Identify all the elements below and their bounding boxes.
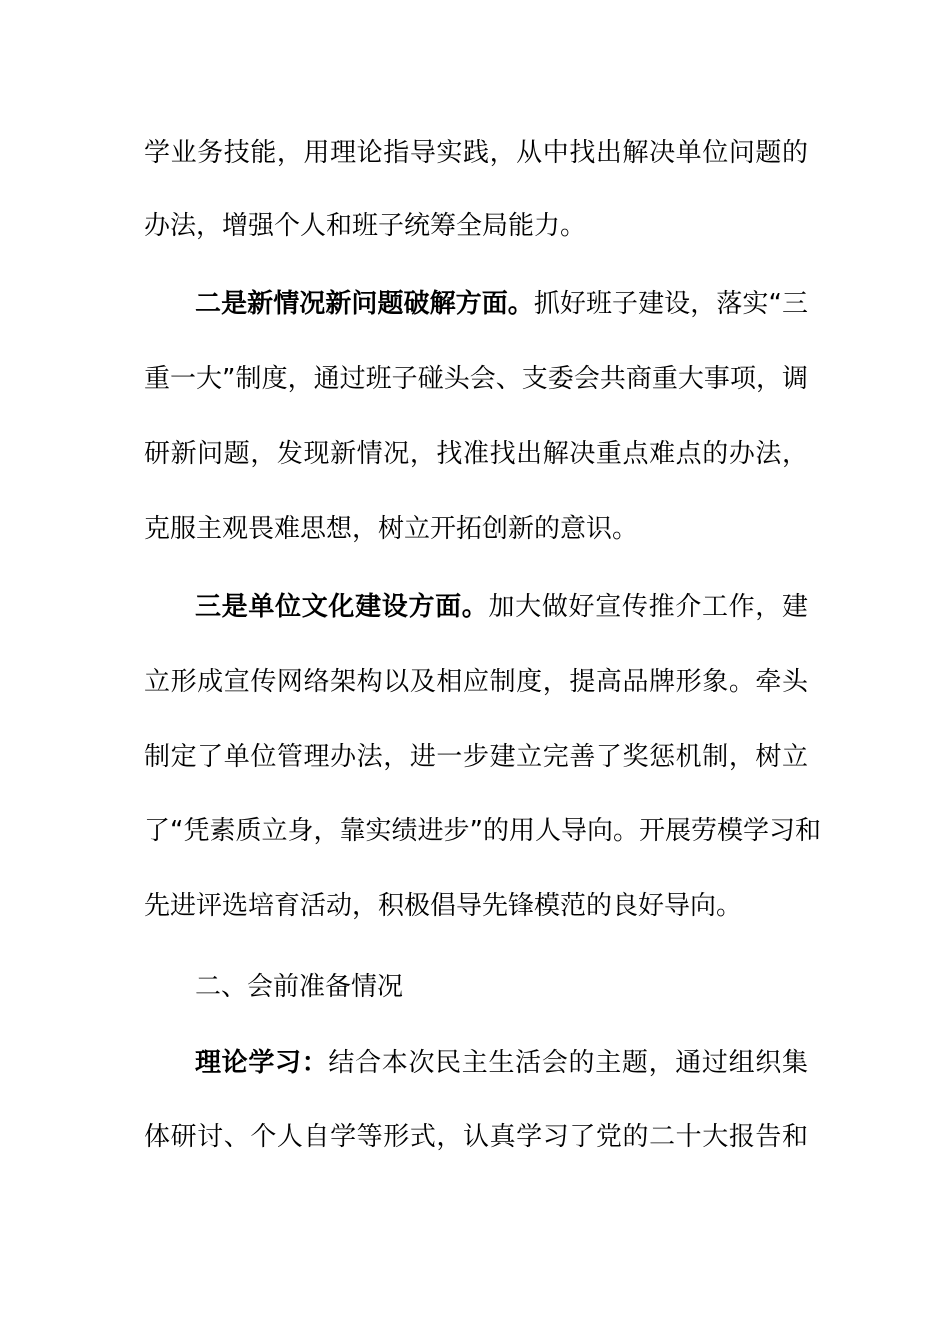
- section-heading: [195, 967, 808, 1007]
- line-text: 制定了单位管理办法，进一步建立完善了奖惩机制，树立: [144, 742, 808, 772]
- paragraph-line: [144, 737, 808, 777]
- paragraph-line: [144, 886, 808, 926]
- paragraph-line: [195, 587, 808, 627]
- paragraph-line: [195, 1043, 808, 1083]
- line-text: 学业务技能，用理论指导实践，从中找出解决单位问题的: [144, 138, 808, 168]
- paragraph-heading: 三是单位文化建设方面。: [195, 592, 489, 622]
- paragraph-line: [144, 206, 808, 246]
- paragraph-line: [144, 434, 808, 474]
- paragraph-line: [144, 811, 821, 851]
- line-text: 抓好班子建设，落实“三: [533, 289, 808, 319]
- paragraph-line: [144, 1117, 808, 1157]
- section-heading-text: 二、会前准备情况: [195, 972, 404, 1002]
- paragraph-line: [144, 662, 808, 702]
- line-text: 办法，增强个人和班子统筹全局能力。: [144, 211, 587, 241]
- paragraph-heading: 理论学习：: [195, 1048, 329, 1078]
- line-text: 克服主观畏难思想，树立开拓创新的意识。: [144, 514, 639, 544]
- line-text: 了“凭素质立身，靠实绩进步”的用人导向。开展劳模学习和: [144, 816, 821, 846]
- line-text: 结合本次民主生活会的主题，通过组织集: [328, 1048, 808, 1078]
- line-text: 立形成宣传网络架构以及相应制度，提高品牌形象。牵头: [144, 667, 808, 697]
- paragraph-line: [195, 284, 808, 324]
- paragraph-line: [144, 359, 808, 399]
- line-text: 重一大”制度，通过班子碰头会、支委会共商重大事项，调: [144, 364, 808, 394]
- line-text: 研新问题，发现新情况，找准找出解决重点难点的办法，: [144, 439, 808, 469]
- paragraph-heading: 二是新情况新问题破解方面。: [195, 289, 534, 319]
- line-text: 体研讨、个人自学等形式，认真学习了党的二十大报告和: [144, 1122, 808, 1152]
- paragraph-line: [144, 133, 808, 173]
- line-text: 加大做好宣传推介工作，建: [488, 592, 808, 622]
- paragraph-line: [144, 509, 808, 549]
- line-text: 先进评选培育活动，积极倡导先锋模范的良好导向。: [144, 891, 743, 921]
